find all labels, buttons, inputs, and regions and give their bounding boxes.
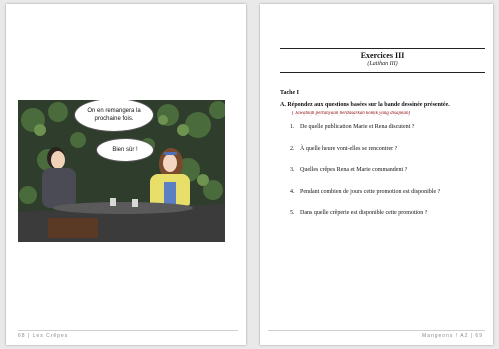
right-page	[260, 4, 493, 345]
instruction-text: A. Répondez aux questions basées sur la bande dessinée présentée.	[280, 102, 450, 108]
question-number: 2.	[290, 145, 295, 152]
question-item	[290, 146, 487, 168]
question-number: 5.	[290, 210, 295, 216]
question-text: À quelle heure vont-elles se rencontrer ?	[300, 145, 398, 152]
question-text: Dans quelle crêperie est disponible cette promotion ?	[300, 210, 428, 216]
speech-bubble-1: On en remangera la prochaine fois.	[74, 100, 154, 132]
question-number: 1.	[290, 124, 295, 130]
footer-divider	[268, 330, 485, 331]
question-list	[290, 124, 487, 232]
exercise-title: Exercices III	[360, 51, 405, 60]
exercise-subtitle: (Latihan III)	[367, 61, 398, 67]
question-text: Pendant combien de jours cette promotion est disponible ?	[300, 188, 441, 195]
left-page-footer: 68 | Les Crêpes	[18, 333, 69, 339]
footer-divider	[18, 330, 238, 331]
task-label: Tache I	[280, 90, 299, 96]
speech-bubble-2: Bien sûr !	[96, 138, 154, 162]
title-rule-bottom	[280, 72, 485, 73]
right-page-footer: Mangeons ! A2 | 69	[422, 333, 483, 339]
question-item	[290, 167, 487, 189]
question-number: 4.	[290, 188, 295, 195]
question-text: De quelle publication Marie et Rena discutent ?	[300, 124, 415, 130]
question-text: Quelles crêpes Rena et Marie commandent ?	[300, 167, 408, 173]
comic-panel	[18, 100, 225, 242]
left-page	[6, 4, 246, 345]
question-item	[290, 210, 487, 232]
question-item	[290, 189, 487, 211]
instruction-translation: ( Jawablah pertanyaan berdasarkan komik yang disajikan)	[292, 111, 411, 116]
question-item	[290, 124, 487, 146]
title-rule-top	[280, 48, 485, 49]
question-number: 3.	[290, 167, 295, 173]
